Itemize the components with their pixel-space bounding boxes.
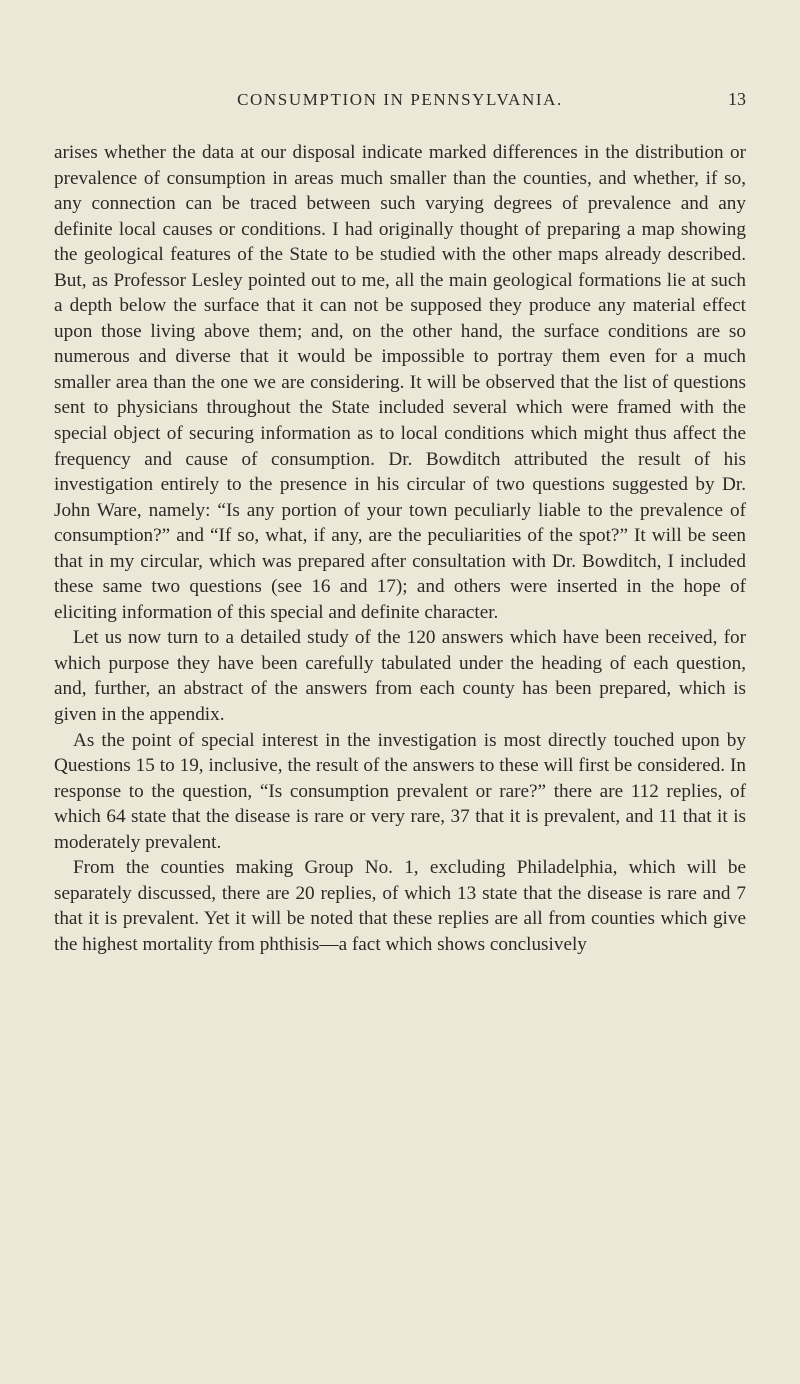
running-head bbox=[54, 86, 746, 116]
paragraph: Let us now turn to a detailed study of the 120 answers which have been received, for which purpose they have been carefully tabulated under the heading of each question, and, further, an abstract of the answers from each county has been prepared, which is given in the appendix. bbox=[54, 627, 746, 726]
paragraph-continuation: arises whether the data at our disposal indicate marked differences in the distribution or prevalence of consumption in areas much smaller than the counties, and whether, if so, any connection can be traced between such varying degrees of prevalence and any definite local causes or conditions. I had originally thought of preparing a map showing the geological features of the State to be studied with the other maps already described. But, as Professor Lesley pointed out to me, all the main geological formations lie at such a depth below the surface that it can not be supposed they produce any material effect upon those living above them; and, on the other hand, the surface conditions are so numerous and diverse that it would be impossible to portray them even for a much smaller area than the one we are considering. It will be observed that the list of questions sent to physicians throughout the State included several which were framed with the special object of securing information as to local conditions which might thus affect the frequency and cause of consumption. Dr. Bowditch attributed the result of his investigation entirely to the presence in his circular of two questions suggested by Dr. John Ware, namely: “Is any portion of your town peculiarly liable to the prevalence of consumption?” and “If so, what, if any, are the peculiarities of the spot?” It will be seen that in my circular, which was prepared after consultation with Dr. Bowditch, I included these same two questions (see 16 and 17); and others were inserted in the hope of eliciting information of this special and definite character. bbox=[54, 142, 746, 623]
paragraph: From the counties making Group No. 1, excluding Philadelphia, which will be separately discussed, there are 20 replies, of which 13 state that the disease is rare and 7 that it is prevalent. Yet it will be noted that these replies are all from counties which give the highest mortality from phthisis—a fact which shows conclusively bbox=[54, 857, 746, 955]
paragraph: As the point of special interest in the investigation is most directly touched upon by Questions 15 to 19, inclusive, the result of the answers to these will first be considered. In response to the question, “Is consumption prevalent or rare?” there are 112 replies, of which 64 state that the disease is rare or very rare, 37 that it is prevalent, and 11 that it is moderately prevalent. bbox=[54, 729, 746, 853]
page-number: 13 bbox=[728, 89, 746, 109]
running-title: CONSUMPTION IN PENNSYLVANIA. bbox=[237, 90, 563, 109]
body-text bbox=[54, 140, 746, 958]
